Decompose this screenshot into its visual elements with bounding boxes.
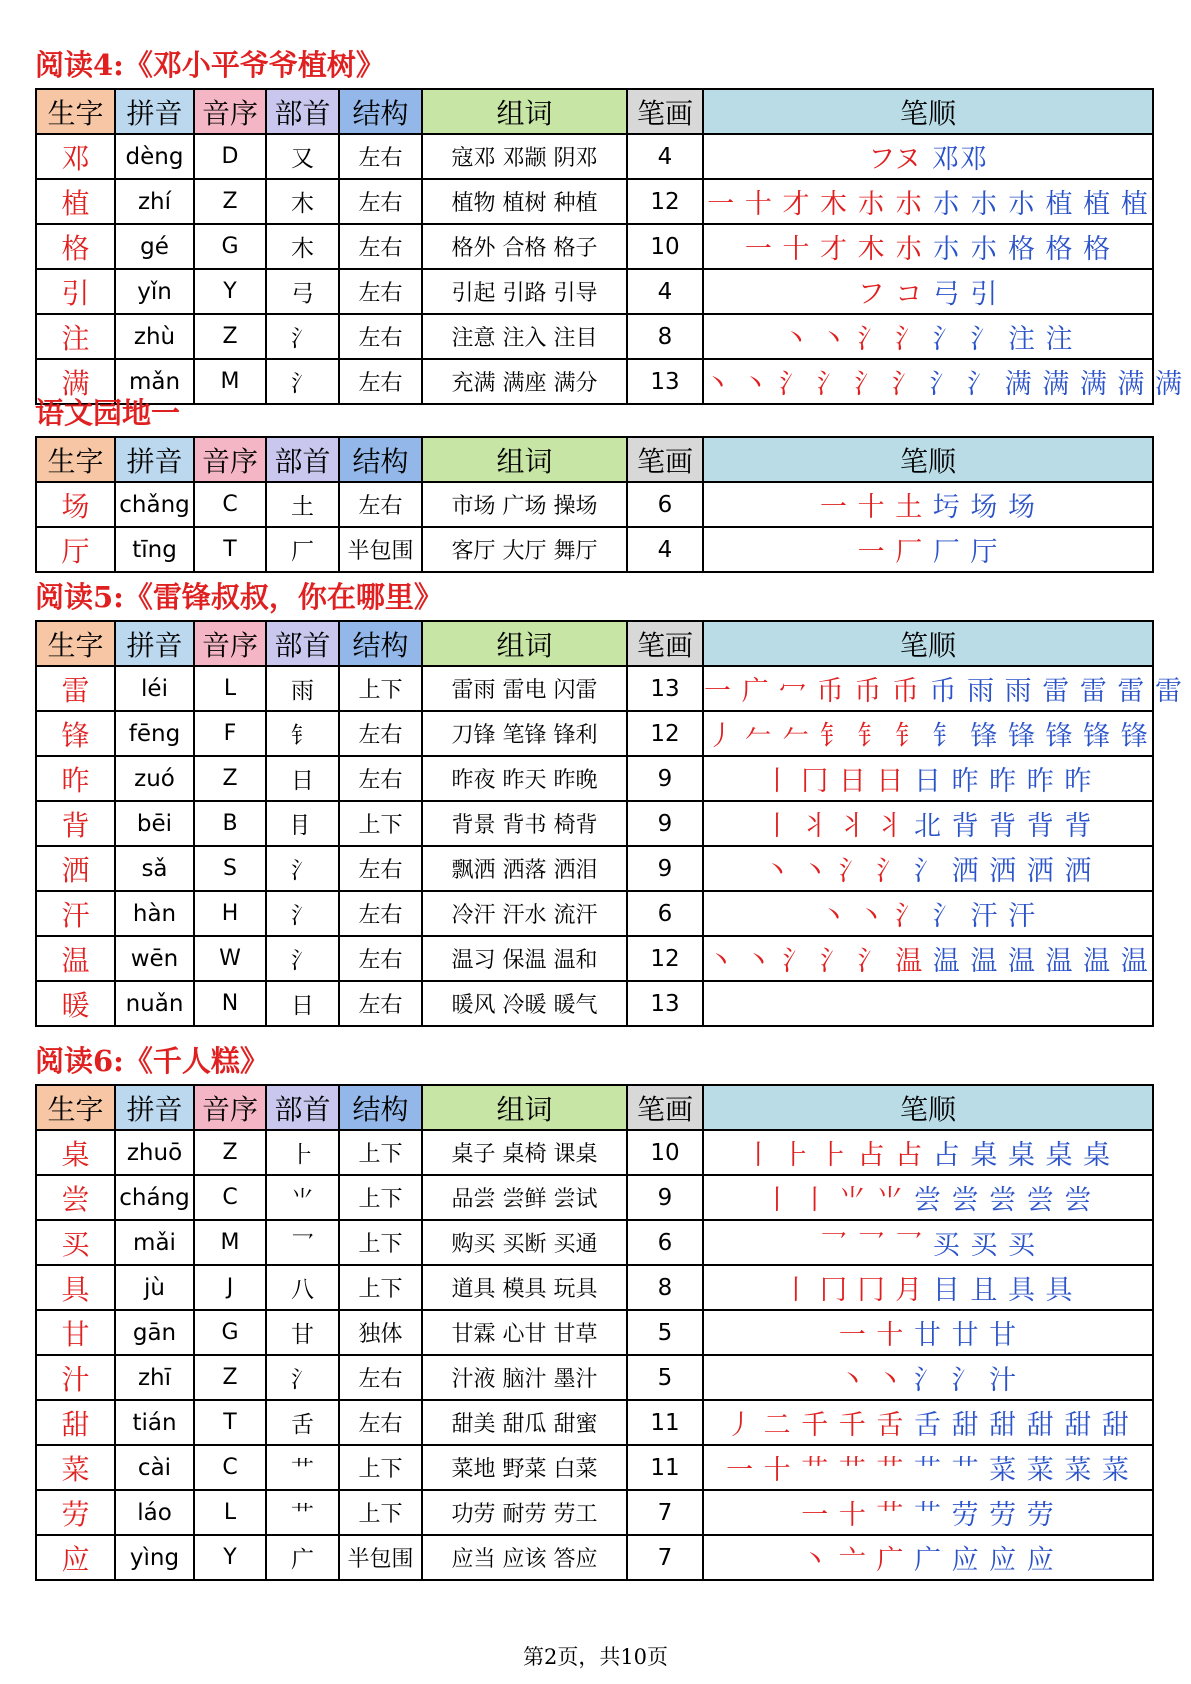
pinyin-cell: tián xyxy=(115,1400,194,1445)
char-table xyxy=(35,1084,1154,1581)
words-cell: 植物 植树 种植 xyxy=(422,179,627,224)
section-title: 阅读5:《雷锋叔叔，你在哪里》 xyxy=(35,580,443,614)
stroke-order-cell: 丨 丬 丬 丬 北 背 背 背 背 xyxy=(703,801,1153,846)
table-row xyxy=(36,269,1153,314)
words-cell: 菜地 野菜 白菜 xyxy=(422,1445,627,1490)
stroke-order-cell: 一 广 冖 币 币 币 币 雨 雨 雷 雷 雷 雷 xyxy=(703,666,1153,711)
order-cell: C xyxy=(194,482,266,527)
radical-cell: 钅 xyxy=(266,711,339,756)
strokes-cell: 12 xyxy=(627,179,703,224)
header-order: 音序 xyxy=(194,437,266,482)
header-char: 生字 xyxy=(36,89,115,134)
header-row xyxy=(36,89,1153,134)
words-cell: 甜美 甜瓜 甜蜜 xyxy=(422,1400,627,1445)
structure-cell: 左右 xyxy=(339,269,422,314)
pinyin-cell: mǎi xyxy=(115,1220,194,1265)
table-row xyxy=(36,801,1153,846)
char-cell: 汗 xyxy=(36,891,115,936)
char-cell: 洒 xyxy=(36,846,115,891)
radical-cell: 艹 xyxy=(266,1445,339,1490)
order-cell: Z xyxy=(194,1130,266,1175)
char-cell: 背 xyxy=(36,801,115,846)
header-pinyin: 拼音 xyxy=(115,89,194,134)
stroke-order-cell: 丶 亠 广 广 应 应 应 xyxy=(703,1535,1153,1580)
radical-cell: 日 xyxy=(266,981,339,1026)
structure-cell: 上下 xyxy=(339,1130,422,1175)
char-cell: 桌 xyxy=(36,1130,115,1175)
radical-cell: 又 xyxy=(266,134,339,179)
radical-cell: 弓 xyxy=(266,269,339,314)
order-cell: Z xyxy=(194,314,266,359)
char-cell: 格 xyxy=(36,224,115,269)
table-row xyxy=(36,179,1153,224)
radical-cell: 广 xyxy=(266,1535,339,1580)
header-row xyxy=(36,1085,1153,1130)
structure-cell: 上下 xyxy=(339,1490,422,1535)
structure-cell: 左右 xyxy=(339,711,422,756)
char-cell: 雷 xyxy=(36,666,115,711)
radical-cell: 氵 xyxy=(266,846,339,891)
table-row xyxy=(36,1535,1153,1580)
header-order: 音序 xyxy=(194,1085,266,1130)
radical-cell: 厂 xyxy=(266,527,339,572)
words-cell: 购买 买断 买通 xyxy=(422,1220,627,1265)
header-order: 音序 xyxy=(194,621,266,666)
stroke-order-cell: 丨 冂 日 日 日 昨 昨 昨 昨 xyxy=(703,756,1153,801)
stroke-order-cell: 丨 丨 ⺌ ⺌ 尝 尝 尝 尝 尝 xyxy=(703,1175,1153,1220)
table-row xyxy=(36,1310,1153,1355)
strokes-cell: 10 xyxy=(627,224,703,269)
structure-cell: 半包围 xyxy=(339,1535,422,1580)
strokes-cell: 13 xyxy=(627,666,703,711)
pinyin-cell: zhī xyxy=(115,1355,194,1400)
strokes-cell: 7 xyxy=(627,1535,703,1580)
char-cell: 邓 xyxy=(36,134,115,179)
stroke-order-cell: 一 厂 厂 厅 xyxy=(703,527,1153,572)
words-cell: 客厅 大厅 舞厅 xyxy=(422,527,627,572)
order-cell: M xyxy=(194,359,266,404)
strokes-cell: 8 xyxy=(627,1265,703,1310)
order-cell: Z xyxy=(194,179,266,224)
pinyin-cell: cài xyxy=(115,1445,194,1490)
strokes-cell: 7 xyxy=(627,1490,703,1535)
stroke-order-cell: 丿 二 千 千 舌 舌 甜 甜 甜 甜 甜 xyxy=(703,1400,1153,1445)
structure-cell: 上下 xyxy=(339,1445,422,1490)
structure-cell: 上下 xyxy=(339,666,422,711)
table-row xyxy=(36,1130,1153,1175)
words-cell: 功劳 耐劳 劳工 xyxy=(422,1490,627,1535)
table-row xyxy=(36,1400,1153,1445)
radical-cell: 雨 xyxy=(266,666,339,711)
stroke-order-cell: 一 十 廿 廿 甘 xyxy=(703,1310,1153,1355)
words-cell: 引起 引路 引导 xyxy=(422,269,627,314)
structure-cell: 上下 xyxy=(339,1175,422,1220)
header-row xyxy=(36,437,1153,482)
pinyin-cell: yǐn xyxy=(115,269,194,314)
structure-cell: 左右 xyxy=(339,1355,422,1400)
header-char: 生字 xyxy=(36,1085,115,1130)
stroke-order-cell: 一 十 才 木 朩 朩 朩 格 格 格 xyxy=(703,224,1153,269)
strokes-cell: 5 xyxy=(627,1310,703,1355)
table-row xyxy=(36,891,1153,936)
header-words: 组词 xyxy=(422,89,627,134)
pinyin-cell: zhù xyxy=(115,314,194,359)
section-reading-4 xyxy=(35,42,1183,405)
pinyin-cell: sǎ xyxy=(115,846,194,891)
header-strokes: 笔画 xyxy=(627,1085,703,1130)
table-row xyxy=(36,134,1153,179)
structure-cell: 左右 xyxy=(339,756,422,801)
structure-cell: 左右 xyxy=(339,891,422,936)
pinyin-cell: hàn xyxy=(115,891,194,936)
order-cell: H xyxy=(194,891,266,936)
words-cell: 飘洒 洒落 洒泪 xyxy=(422,846,627,891)
strokes-cell: 4 xyxy=(627,134,703,179)
radical-cell: ⺌ xyxy=(266,1175,339,1220)
header-stroke-order: 笔顺 xyxy=(703,437,1153,482)
radical-cell: 土 xyxy=(266,482,339,527)
pinyin-cell: fēng xyxy=(115,711,194,756)
pinyin-cell: tīng xyxy=(115,527,194,572)
stroke-order-cell: 丶 丶 氵 氵 氵 氵 注 注 xyxy=(703,314,1153,359)
radical-cell: ⺝ xyxy=(266,801,339,846)
radical-cell: 艹 xyxy=(266,1490,339,1535)
char-cell: 菜 xyxy=(36,1445,115,1490)
order-cell: Y xyxy=(194,269,266,314)
order-cell: Z xyxy=(194,756,266,801)
order-cell: Y xyxy=(194,1535,266,1580)
words-cell: 刀锋 笔锋 锋利 xyxy=(422,711,627,756)
structure-cell: 左右 xyxy=(339,134,422,179)
words-cell: 寇邓 邓颛 阴邓 xyxy=(422,134,627,179)
stroke-order-cell: フヌ 邓邓 xyxy=(703,134,1153,179)
header-radical: 部首 xyxy=(266,1085,339,1130)
header-radical: 部首 xyxy=(266,621,339,666)
order-cell: W xyxy=(194,936,266,981)
pinyin-cell: mǎn xyxy=(115,359,194,404)
pinyin-cell: láo xyxy=(115,1490,194,1535)
strokes-cell: 6 xyxy=(627,1220,703,1265)
structure-cell: 左右 xyxy=(339,1400,422,1445)
radical-cell: 氵 xyxy=(266,359,339,404)
table-row xyxy=(36,846,1153,891)
strokes-cell: 11 xyxy=(627,1445,703,1490)
pinyin-cell: nuǎn xyxy=(115,981,194,1026)
header-pinyin: 拼音 xyxy=(115,1085,194,1130)
structure-cell: 左右 xyxy=(339,936,422,981)
header-structure: 结构 xyxy=(339,621,422,666)
radical-cell: 氵 xyxy=(266,1355,339,1400)
radical-cell: 日 xyxy=(266,756,339,801)
section-title: 阅读4:《邓小平爷爷植树》 xyxy=(35,48,385,82)
header-radical: 部首 xyxy=(266,437,339,482)
strokes-cell: 5 xyxy=(627,1355,703,1400)
char-table xyxy=(35,620,1183,1027)
order-cell: C xyxy=(194,1445,266,1490)
stroke-order-cell: 丨 ⺊ ⺊ 占 占 占 桌 桌 桌 桌 xyxy=(703,1130,1153,1175)
char-cell: 厅 xyxy=(36,527,115,572)
header-pinyin: 拼音 xyxy=(115,621,194,666)
radical-cell: 八 xyxy=(266,1265,339,1310)
table-row xyxy=(36,981,1153,1026)
char-cell: 甜 xyxy=(36,1400,115,1445)
header-stroke-order: 笔顺 xyxy=(703,621,1153,666)
char-cell: 汁 xyxy=(36,1355,115,1400)
stroke-order-cell: 乛 乛 乛 买 买 买 xyxy=(703,1220,1153,1265)
radical-cell: 氵 xyxy=(266,314,339,359)
stroke-order-cell: 丨 冂 冂 月 目 且 具 具 xyxy=(703,1265,1153,1310)
order-cell: L xyxy=(194,666,266,711)
table-row xyxy=(36,666,1153,711)
table-row xyxy=(36,224,1153,269)
header-stroke-order: 笔顺 xyxy=(703,1085,1153,1130)
structure-cell: 上下 xyxy=(339,1220,422,1265)
order-cell: F xyxy=(194,711,266,756)
header-stroke-order: 笔顺 xyxy=(703,89,1153,134)
structure-cell: 半包围 xyxy=(339,527,422,572)
header-radical: 部首 xyxy=(266,89,339,134)
strokes-cell: 4 xyxy=(627,269,703,314)
header-strokes: 笔画 xyxy=(627,621,703,666)
char-cell: 注 xyxy=(36,314,115,359)
pinyin-cell: zuó xyxy=(115,756,194,801)
strokes-cell: 11 xyxy=(627,1400,703,1445)
pinyin-cell: jù xyxy=(115,1265,194,1310)
words-cell: 注意 注入 注目 xyxy=(422,314,627,359)
order-cell: N xyxy=(194,981,266,1026)
pinyin-cell: cháng xyxy=(115,1175,194,1220)
words-cell: 冷汗 汗水 流汗 xyxy=(422,891,627,936)
table-row xyxy=(36,1175,1153,1220)
pinyin-cell: gé xyxy=(115,224,194,269)
words-cell: 品尝 尝鲜 尝试 xyxy=(422,1175,627,1220)
strokes-cell: 12 xyxy=(627,711,703,756)
pinyin-cell: gān xyxy=(115,1310,194,1355)
stroke-order-cell: 一 十 土 圬 场 场 xyxy=(703,482,1153,527)
structure-cell: 左右 xyxy=(339,224,422,269)
strokes-cell: 13 xyxy=(627,359,703,404)
stroke-order-cell: 丶 丶 氵 氵 氵 氵 氵 氵 满 满 满 满 满 xyxy=(703,359,1153,404)
section-reading-6 xyxy=(35,1038,1155,1581)
radical-cell: 木 xyxy=(266,224,339,269)
char-table xyxy=(35,436,1154,573)
pinyin-cell: léi xyxy=(115,666,194,711)
structure-cell: 上下 xyxy=(339,1265,422,1310)
stroke-order-cell: 丶 丶 氵 氵 氵 温 温 温 温 温 温 温 xyxy=(703,936,1153,981)
char-table xyxy=(35,88,1183,405)
pinyin-cell: dèng xyxy=(115,134,194,179)
pinyin-cell: zhuō xyxy=(115,1130,194,1175)
char-cell: 昨 xyxy=(36,756,115,801)
table-row xyxy=(36,1490,1153,1535)
char-cell: 温 xyxy=(36,936,115,981)
stroke-order-cell: 一 十 才 木 朩 朩 朩 朩 朩 植 植 植 xyxy=(703,179,1153,224)
strokes-cell: 9 xyxy=(627,1175,703,1220)
structure-cell: 左右 xyxy=(339,482,422,527)
order-cell: L xyxy=(194,1490,266,1535)
stroke-order-cell: 一 十 艹 艹 艹 艹 艹 菜 菜 菜 菜 xyxy=(703,1445,1153,1490)
table-row xyxy=(36,1220,1153,1265)
radical-cell: 木 xyxy=(266,179,339,224)
pinyin-cell: yìng xyxy=(115,1535,194,1580)
table-row xyxy=(36,314,1153,359)
table-row xyxy=(36,527,1153,572)
words-cell: 道具 模具 玩具 xyxy=(422,1265,627,1310)
strokes-cell: 4 xyxy=(627,527,703,572)
structure-cell: 左右 xyxy=(339,314,422,359)
stroke-order-cell: 丿 𠂉 𠂉 钅 钅 钅 钅 锋 锋 锋 锋 锋 xyxy=(703,711,1153,756)
order-cell: B xyxy=(194,801,266,846)
order-cell: Z xyxy=(194,1355,266,1400)
words-cell: 雷雨 雷电 闪雷 xyxy=(422,666,627,711)
char-cell: 引 xyxy=(36,269,115,314)
table-row xyxy=(36,1265,1153,1310)
section-reading-5 xyxy=(35,574,1183,1027)
order-cell: J xyxy=(194,1265,266,1310)
section-title: 阅读6:《千人糕》 xyxy=(35,1044,269,1078)
structure-cell: 左右 xyxy=(339,846,422,891)
pinyin-cell: bēi xyxy=(115,801,194,846)
words-cell: 背景 背书 椅背 xyxy=(422,801,627,846)
radical-cell: 氵 xyxy=(266,891,339,936)
stroke-order-cell: フ コ 弓 引 xyxy=(703,269,1153,314)
structure-cell: 左右 xyxy=(339,359,422,404)
order-cell: C xyxy=(194,1175,266,1220)
structure-cell: 独体 xyxy=(339,1310,422,1355)
strokes-cell: 13 xyxy=(627,981,703,1026)
words-cell: 桌子 桌椅 课桌 xyxy=(422,1130,627,1175)
stroke-order-cell: 丶 丶 氵 氵 氵 洒 洒 洒 洒 xyxy=(703,846,1153,891)
words-cell: 暖风 冷暖 暖气 xyxy=(422,981,627,1026)
words-cell: 甘霖 心甘 甘草 xyxy=(422,1310,627,1355)
char-cell: 尝 xyxy=(36,1175,115,1220)
stroke-order-cell: 丶 丶 氵 氵 汁 xyxy=(703,1355,1153,1400)
table-row xyxy=(36,1355,1153,1400)
order-cell: G xyxy=(194,224,266,269)
header-char: 生字 xyxy=(36,621,115,666)
char-cell: 劳 xyxy=(36,1490,115,1535)
pinyin-cell: zhí xyxy=(115,179,194,224)
header-structure: 结构 xyxy=(339,437,422,482)
table-row xyxy=(36,711,1153,756)
header-structure: 结构 xyxy=(339,1085,422,1130)
strokes-cell: 8 xyxy=(627,314,703,359)
stroke-order-cell: 一 十 艹 艹 劳 劳 劳 xyxy=(703,1490,1153,1535)
section-title: 语文园地一 xyxy=(35,396,181,430)
char-cell: 场 xyxy=(36,482,115,527)
section-yuwen-yuandi xyxy=(35,390,1155,573)
table-row xyxy=(36,936,1153,981)
words-cell: 格外 合格 格子 xyxy=(422,224,627,269)
structure-cell: 左右 xyxy=(339,179,422,224)
order-cell: S xyxy=(194,846,266,891)
header-structure: 结构 xyxy=(339,89,422,134)
header-words: 组词 xyxy=(422,437,627,482)
radical-cell: 甘 xyxy=(266,1310,339,1355)
words-cell: 温习 保温 温和 xyxy=(422,936,627,981)
table-row xyxy=(36,1445,1153,1490)
stroke-order-cell: 丶 丶 氵 氵 汗 汗 xyxy=(703,891,1153,936)
char-cell: 暖 xyxy=(36,981,115,1026)
order-cell: D xyxy=(194,134,266,179)
words-cell: 汁液 脑汁 墨汁 xyxy=(422,1355,627,1400)
words-cell: 市场 广场 操场 xyxy=(422,482,627,527)
radical-cell: ⺊ xyxy=(266,1130,339,1175)
table-row xyxy=(36,482,1153,527)
strokes-cell: 12 xyxy=(627,936,703,981)
char-cell: 买 xyxy=(36,1220,115,1265)
strokes-cell: 10 xyxy=(627,1130,703,1175)
strokes-cell: 9 xyxy=(627,846,703,891)
stroke-order-cell xyxy=(703,981,1153,1026)
header-strokes: 笔画 xyxy=(627,89,703,134)
radical-cell: 氵 xyxy=(266,936,339,981)
table-row xyxy=(36,756,1153,801)
strokes-cell: 9 xyxy=(627,801,703,846)
order-cell: M xyxy=(194,1220,266,1265)
order-cell: T xyxy=(194,527,266,572)
char-cell: 具 xyxy=(36,1265,115,1310)
structure-cell: 上下 xyxy=(339,801,422,846)
header-words: 组词 xyxy=(422,621,627,666)
char-cell: 应 xyxy=(36,1535,115,1580)
char-cell: 锋 xyxy=(36,711,115,756)
strokes-cell: 6 xyxy=(627,891,703,936)
char-cell: 植 xyxy=(36,179,115,224)
header-order: 音序 xyxy=(194,89,266,134)
strokes-cell: 9 xyxy=(627,756,703,801)
pinyin-cell: wēn xyxy=(115,936,194,981)
header-strokes: 笔画 xyxy=(627,437,703,482)
page-footer: 第2页，共10页 xyxy=(522,1645,669,1669)
words-cell: 充满 满座 满分 xyxy=(422,359,627,404)
char-cell: 甘 xyxy=(36,1310,115,1355)
pinyin-cell: chǎng xyxy=(115,482,194,527)
structure-cell: 左右 xyxy=(339,981,422,1026)
strokes-cell: 6 xyxy=(627,482,703,527)
header-words: 组词 xyxy=(422,1085,627,1130)
words-cell: 应当 应该 答应 xyxy=(422,1535,627,1580)
order-cell: G xyxy=(194,1310,266,1355)
radical-cell: 舌 xyxy=(266,1400,339,1445)
char-cell: 满 xyxy=(36,359,115,404)
order-cell: T xyxy=(194,1400,266,1445)
words-cell: 昨夜 昨天 昨晚 xyxy=(422,756,627,801)
header-pinyin: 拼音 xyxy=(115,437,194,482)
header-row xyxy=(36,621,1153,666)
header-char: 生字 xyxy=(36,437,115,482)
radical-cell: 乛 xyxy=(266,1220,339,1265)
